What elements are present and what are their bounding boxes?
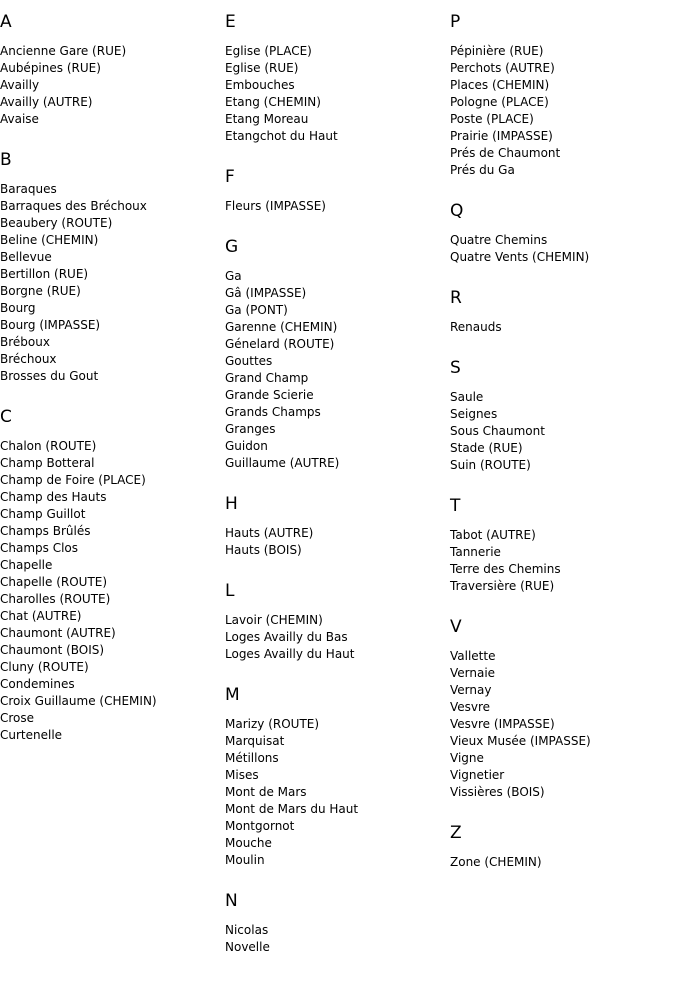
- street-name-item: Perchots (AUTRE): [450, 61, 555, 75]
- street-name-item: Vernaie: [450, 666, 496, 680]
- street-name-item: Baraques: [0, 182, 57, 196]
- street-name-item: Quatre Chemins: [450, 233, 548, 247]
- section-letter-heading: F: [225, 167, 235, 187]
- letter-section-g: [225, 237, 450, 472]
- street-name-item: Charolles (ROUTE): [0, 592, 111, 606]
- street-name-item: Terre des Chemins: [450, 562, 561, 576]
- street-name-item: Vernay: [450, 683, 492, 697]
- street-name-item: Eglise (PLACE): [225, 44, 312, 58]
- street-name-item: Borgne (RUE): [0, 284, 81, 298]
- street-name-item: Vesvre: [450, 700, 491, 714]
- street-name-item: Availly (AUTRE): [0, 95, 93, 109]
- street-name-item: Mouche: [225, 836, 272, 850]
- letter-section-e: [225, 12, 450, 145]
- street-name-item: Etang (CHEMIN): [225, 95, 321, 109]
- section-letter-heading: P: [450, 12, 461, 32]
- street-name-item: Grande Scierie: [225, 388, 314, 402]
- street-list: [225, 612, 450, 663]
- street-name-item: Grands Champs: [225, 405, 321, 419]
- street-name-item: Vigne: [450, 751, 484, 765]
- letter-section-v: [450, 617, 675, 801]
- street-name-item: Renauds: [450, 320, 502, 334]
- street-name-item: Lavoir (CHEMIN): [225, 613, 323, 627]
- street-name-item: Loges Availly du Bas: [225, 630, 348, 644]
- street-name-item: Barraques des Bréchoux: [0, 199, 147, 213]
- street-name-item: Guillaume (AUTRE): [225, 456, 340, 470]
- street-name-item: Aubépines (RUE): [0, 61, 101, 75]
- street-name-item: Mises: [225, 768, 259, 782]
- letter-section-f: [225, 167, 450, 215]
- street-name-item: Zone (CHEMIN): [450, 855, 542, 869]
- street-name-item: Grand Champ: [225, 371, 309, 385]
- street-name-item: Chaumont (BOIS): [0, 643, 105, 657]
- street-name-item: Poste (PLACE): [450, 112, 534, 126]
- street-name-item: Chat (AUTRE): [0, 609, 82, 623]
- street-name-item: Vesvre (IMPASSE): [450, 717, 555, 731]
- street-name-item: Granges: [225, 422, 276, 436]
- street-name-item: Tabot (AUTRE): [450, 528, 536, 542]
- street-name-item: Seignes: [450, 407, 498, 421]
- index-column-2: [225, 0, 450, 956]
- street-name-item: Saule: [450, 390, 484, 404]
- street-list: [225, 922, 450, 956]
- street-name-item: Champ Guillot: [0, 507, 86, 521]
- street-name-item: Novelle: [225, 940, 270, 954]
- letter-section-a: [0, 12, 225, 128]
- street-name-item: Croix Guillaume (CHEMIN): [0, 694, 157, 708]
- letter-section-l: [225, 581, 450, 663]
- street-name-item: Bréboux: [0, 335, 50, 349]
- street-name-item: Vissières (BOIS): [450, 785, 545, 799]
- street-name-item: Chapelle (ROUTE): [0, 575, 108, 589]
- street-name-item: Marquisat: [225, 734, 285, 748]
- street-list: [0, 438, 225, 744]
- street-name-item: Sous Chaumont: [450, 424, 545, 438]
- street-name-item: Chapelle: [0, 558, 53, 572]
- street-name-item: Gouttes: [225, 354, 273, 368]
- street-name-item: Montgornot: [225, 819, 295, 833]
- letter-section-b: [0, 150, 225, 385]
- street-name-item: Embouches: [225, 78, 295, 92]
- street-name-item: Pépinière (RUE): [450, 44, 544, 58]
- street-name-item: Chaumont (AUTRE): [0, 626, 116, 640]
- street-name-item: Vignetier: [450, 768, 505, 782]
- section-letter-heading: S: [450, 358, 461, 378]
- street-list: [225, 716, 450, 869]
- letter-section-h: [225, 494, 450, 559]
- street-name-item: Champ de Foire (PLACE): [0, 473, 146, 487]
- section-letter-heading: Z: [450, 823, 462, 843]
- street-list: [450, 648, 675, 801]
- section-letter-heading: T: [450, 496, 461, 516]
- letter-section-n: [225, 891, 450, 956]
- street-list: [450, 389, 675, 474]
- street-name-item: Suin (ROUTE): [450, 458, 531, 472]
- street-list: [450, 43, 675, 179]
- street-name-item: Vieux Musée (IMPASSE): [450, 734, 591, 748]
- letter-section-t: [450, 496, 675, 595]
- street-name-item: Champ des Hauts: [0, 490, 107, 504]
- section-letter-heading: L: [225, 581, 235, 601]
- section-letter-heading: R: [450, 288, 462, 308]
- street-name-item: Mont de Mars: [225, 785, 307, 799]
- street-name-item: Chalon (ROUTE): [0, 439, 97, 453]
- street-list: [450, 319, 675, 336]
- street-name-item: Garenne (CHEMIN): [225, 320, 338, 334]
- street-name-item: Mont de Mars du Haut: [225, 802, 359, 816]
- index-column-3: [450, 0, 675, 871]
- street-name-item: Eglise (RUE): [225, 61, 299, 75]
- street-name-item: Availly: [0, 78, 40, 92]
- street-name-item: Loges Availly du Haut: [225, 647, 355, 661]
- section-letter-heading: M: [225, 685, 240, 705]
- street-list: [450, 854, 675, 871]
- street-name-item: Guidon: [225, 439, 268, 453]
- street-name-item: Quatre Vents (CHEMIN): [450, 250, 590, 264]
- index-column-1: [0, 0, 225, 744]
- letter-section-s: [450, 358, 675, 474]
- street-name-item: Bertillon (RUE): [0, 267, 89, 281]
- street-name-item: Hauts (BOIS): [225, 543, 302, 557]
- street-name-item: Places (CHEMIN): [450, 78, 550, 92]
- street-name-item: Ga: [225, 269, 242, 283]
- street-list: [450, 232, 675, 266]
- letter-section-p: [450, 12, 675, 179]
- street-name-item: Fleurs (IMPASSE): [225, 199, 326, 213]
- street-name-item: Cluny (ROUTE): [0, 660, 89, 674]
- street-name-item: Beaubery (ROUTE): [0, 216, 113, 230]
- letter-section-z: [450, 823, 675, 871]
- street-name-item: Tannerie: [450, 545, 501, 559]
- section-letter-heading: V: [450, 617, 462, 637]
- street-name-item: Génelard (ROUTE): [225, 337, 335, 351]
- section-letter-heading: B: [0, 150, 12, 170]
- street-name-item: Curtenelle: [0, 728, 63, 742]
- street-name-item: Gâ (IMPASSE): [225, 286, 307, 300]
- street-name-item: Prairie (IMPASSE): [450, 129, 553, 143]
- street-name-item: Prés du Ga: [450, 163, 515, 177]
- letter-section-m: [225, 685, 450, 869]
- section-letter-heading: E: [225, 12, 236, 32]
- street-name-item: Marizy (ROUTE): [225, 717, 320, 731]
- street-list: [225, 525, 450, 559]
- street-list: [0, 43, 225, 128]
- street-list: [225, 43, 450, 145]
- street-name-item: Bréchoux: [0, 352, 57, 366]
- street-name-item: Champs Clos: [0, 541, 79, 555]
- street-name-item: Brosses du Gout: [0, 369, 99, 383]
- street-name-item: Moulin: [225, 853, 265, 867]
- street-name-item: Champs Brûlés: [0, 524, 91, 538]
- street-list: [450, 527, 675, 595]
- section-letter-heading: G: [225, 237, 239, 257]
- street-name-item: Etangchot du Haut: [225, 129, 338, 143]
- letter-section-r: [450, 288, 675, 336]
- street-name-item: Bellevue: [0, 250, 52, 264]
- section-letter-heading: N: [225, 891, 238, 911]
- street-name-item: Beline (CHEMIN): [0, 233, 99, 247]
- street-name-item: Traversière (RUE): [450, 579, 555, 593]
- street-name-item: Ancienne Gare (RUE): [0, 44, 127, 58]
- street-name-item: Bourg (IMPASSE): [0, 318, 101, 332]
- street-name-item: Condemines: [0, 677, 75, 691]
- letter-section-q: [450, 201, 675, 266]
- street-name-item: Champ Botteral: [0, 456, 95, 470]
- street-name-item: Ga (PONT): [225, 303, 288, 317]
- section-letter-heading: C: [0, 407, 12, 427]
- section-letter-heading: Q: [450, 201, 464, 221]
- street-name-item: Bourg: [0, 301, 36, 315]
- street-name-item: Etang Moreau: [225, 112, 309, 126]
- street-list: [225, 268, 450, 472]
- street-name-item: Stade (RUE): [450, 441, 523, 455]
- street-name-item: Vallette: [450, 649, 496, 663]
- section-letter-heading: A: [0, 12, 12, 32]
- street-name-item: Crose: [0, 711, 35, 725]
- street-name-item: Avaise: [0, 112, 39, 126]
- street-list: [225, 198, 450, 215]
- street-name-item: Nicolas: [225, 923, 269, 937]
- street-name-item: Métillons: [225, 751, 279, 765]
- street-name-item: Prés de Chaumont: [450, 146, 561, 160]
- letter-section-c: [0, 407, 225, 744]
- street-list: [0, 181, 225, 385]
- section-letter-heading: H: [225, 494, 238, 514]
- street-name-item: Hauts (AUTRE): [225, 526, 314, 540]
- street-name-item: Pologne (PLACE): [450, 95, 549, 109]
